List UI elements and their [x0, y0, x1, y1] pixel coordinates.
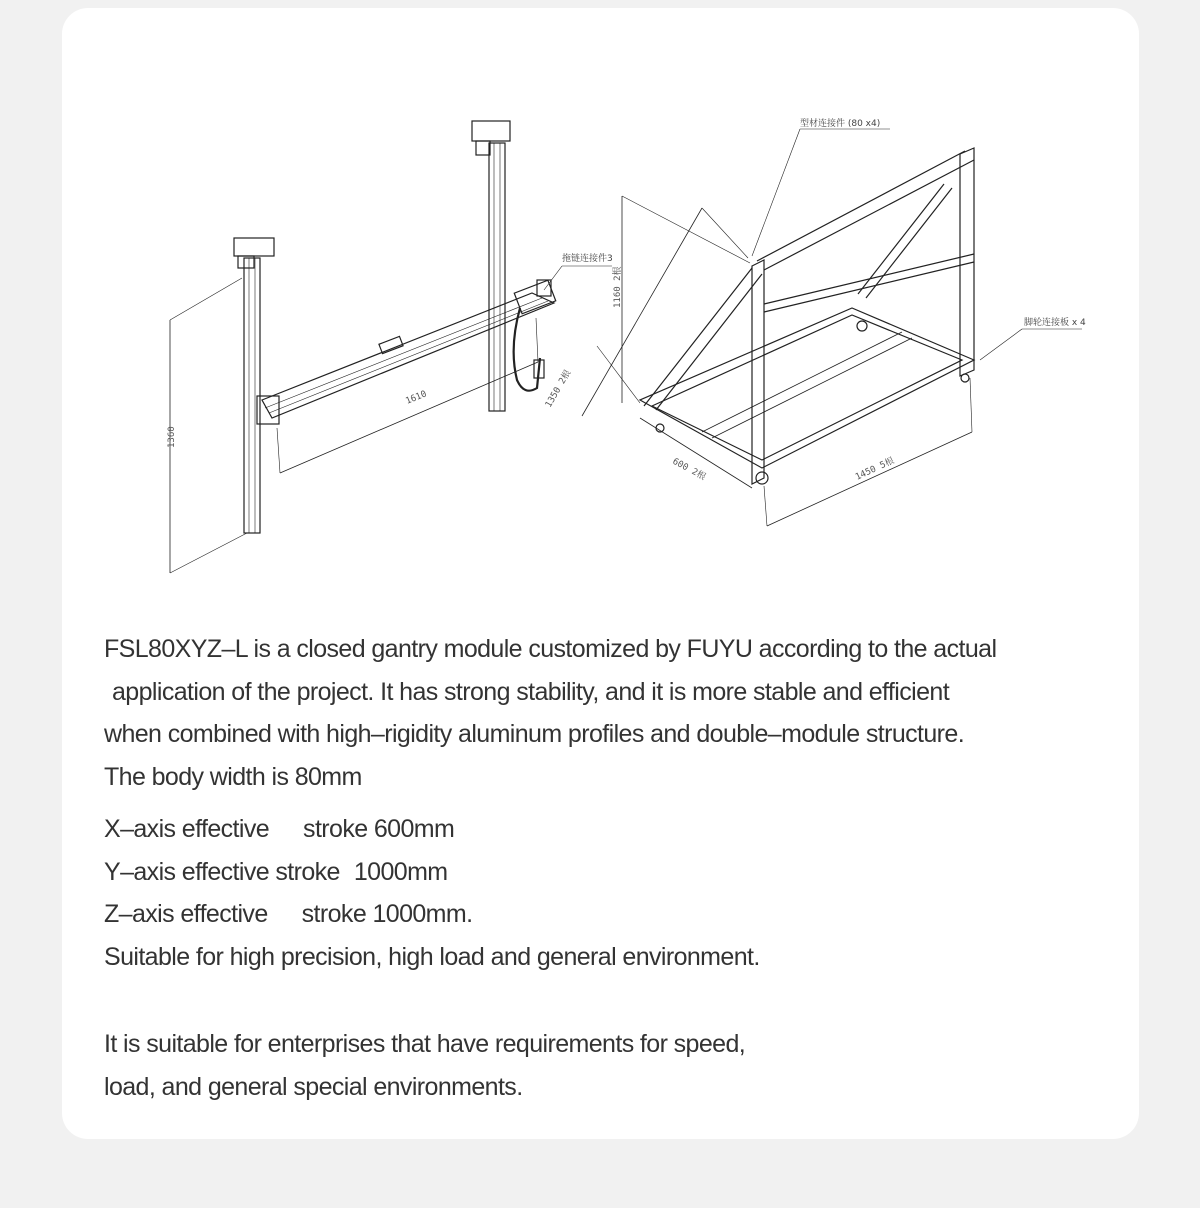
technical-drawing — [62, 8, 1139, 608]
description-line: application of the project. It has strong stability, and it is more stable and efficient — [112, 677, 950, 706]
dim-gantry-width: 1610 — [404, 389, 429, 407]
spec-axis: Y–axis effective stroke — [104, 857, 340, 886]
spec-axis: X–axis effective — [104, 815, 270, 843]
spec-z-axis — [104, 893, 1104, 936]
spec-y-axis — [104, 851, 1104, 894]
spec-value: stroke 1000mm. — [301, 900, 473, 928]
right-column — [489, 143, 505, 411]
left-motor — [234, 238, 274, 256]
callout-drag-chain-connector: 拖链连接件3 — [562, 254, 613, 264]
environment-note: Suitable for high precision, high load and general environment. — [104, 942, 760, 971]
dim-frame-depth: 600 2根 — [670, 456, 708, 483]
dim-frame-height: 1160 2根 — [613, 266, 623, 308]
callout-foot-connector: 脚轮连接板 x 4 — [1024, 318, 1086, 328]
suitability-line: It is suitable for enterprises that have requirements for speed, — [104, 1030, 746, 1058]
frame-base — [640, 308, 974, 468]
suitability-line: load, and general special environments. — [104, 1072, 523, 1101]
dim-frame-diagonal: 1350 2根 — [543, 368, 574, 410]
gantry-and-frame-illustration — [62, 8, 1139, 608]
description-line: The body width is 80mm — [104, 762, 362, 791]
description-line: when combined with high–rigidity aluminum profiles and double–module structure. — [104, 720, 965, 748]
frame-front-upright — [752, 260, 764, 484]
dim-gantry-height: 1360 — [167, 426, 177, 448]
caster-front — [756, 472, 768, 484]
spec-x-axis — [104, 808, 1104, 851]
content-card — [62, 8, 1139, 1139]
description-line: FSL80XYZ–L is a closed gantry module customized by FUYU according to the actual — [104, 635, 997, 663]
product-description — [104, 628, 1104, 1108]
spec-value: stroke 600mm — [303, 815, 455, 843]
dim-frame-length: 1450 5根 — [854, 456, 896, 483]
spec-value: 1000mm — [353, 857, 448, 886]
callout-profile-connector: 型材连接件 (80 x4) — [800, 119, 881, 129]
spec-axis: Z–axis effective — [104, 900, 268, 928]
right-motor — [472, 121, 510, 141]
